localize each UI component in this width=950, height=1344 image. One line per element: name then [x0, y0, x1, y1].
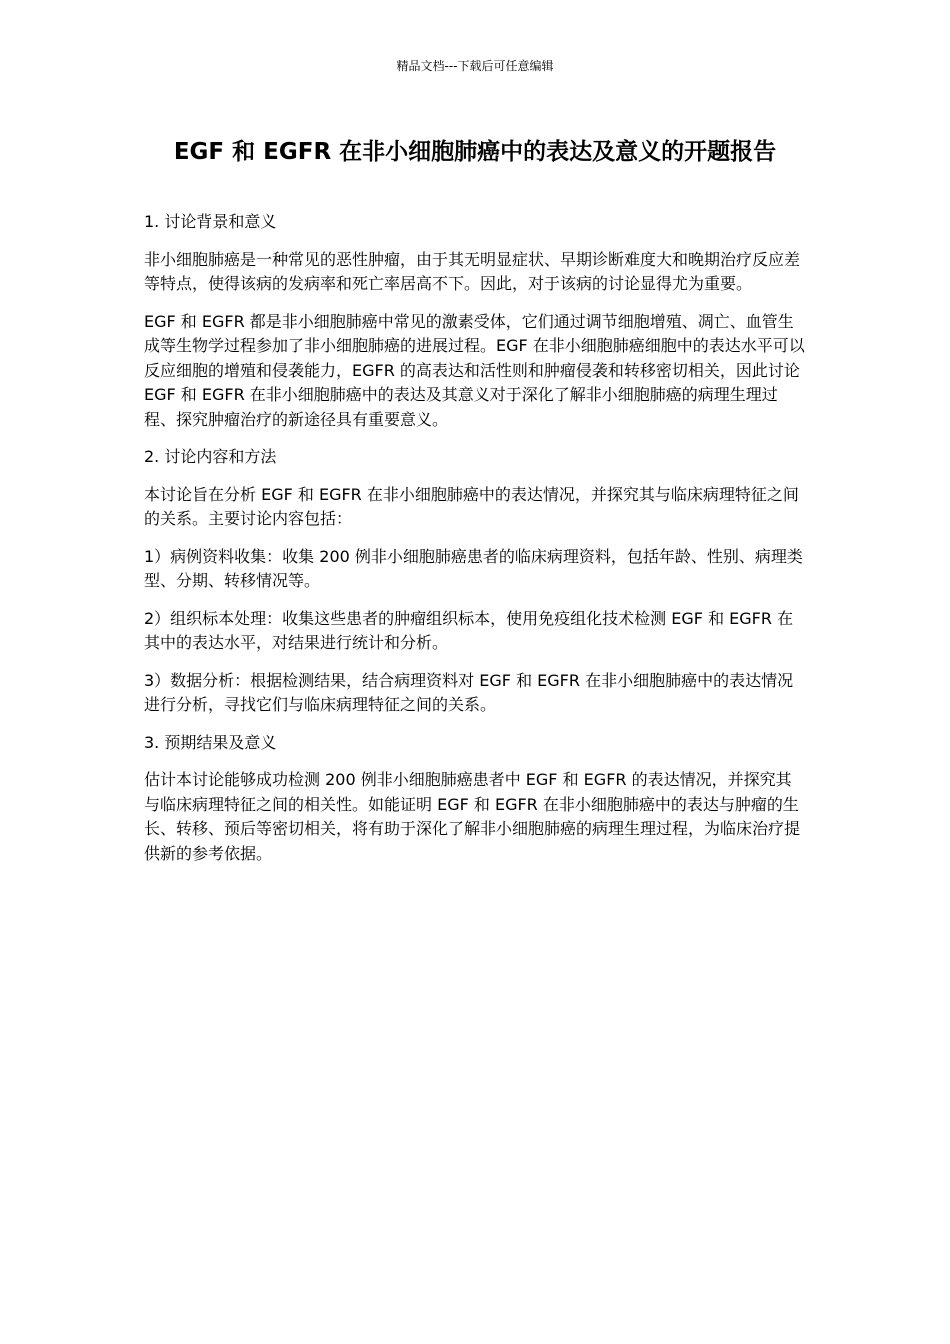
document-body [144, 210, 806, 879]
paragraph: 非小细胞肺癌是一种常见的恶性肿瘤，由于其无明显症状、早期诊断难度大和晚期治疗反应差等特点，使得该病的发病率和死亡率居高不下。因此，对于该病的讨论显得尤为重要。 [144, 249, 801, 293]
page-header: 精品文档---下载后可任意编辑 [396, 59, 554, 73]
section-heading: 2. 讨论内容和方法 [144, 447, 277, 466]
section-heading: 1. 讨论背景和意义 [144, 212, 277, 231]
list-item: 3）数据分析：根据检测结果，结合病理资料对 EGF 和 EGFR 在非小细胞肺癌中的表达情况进行分析，寻找它们与临床病理特征之间的关系。 [144, 670, 794, 714]
document-title: EGF 和 EGFR 在非小细胞肺癌中的表达及意义的开题报告 [173, 139, 777, 165]
section-heading: 3. 预期结果及意义 [144, 732, 277, 752]
list-item: 1）病例资料收集：收集 200 例非小细胞肺癌患者的临床病理资料，包括年龄、性别、病理类型、分期、转移情况等。 [144, 546, 803, 590]
paragraph: EGF 和 EGFR 都是非小细胞肺癌中常见的激素受体，它们通过调节细胞增殖、凋亡、血管生成等生物学过程参加了非小细胞肺癌的进展过程。EGF 在非小细胞肺癌细胞中的表达水平可以反应细胞的增殖和侵袭能力，EGFR 的高表达和活性则和肿瘤侵袭和转移密切相关，因此讨论 EGF 和 EGFR 在非小细胞肺癌中的表达及其意义对于深化了解非小细胞肺癌的病理生理过程、探究肿瘤治疗的新途径具有重要意义。 [144, 311, 805, 429]
paragraph: 本讨论旨在分析 EGF 和 EGFR 在非小细胞肺癌中的表达情况，并探究其与临床病理特征之间的关系。主要讨论内容包括： [144, 484, 799, 528]
list-item: 2）组织标本处理：收集这些患者的肿瘤组织标本，使用免疫组化技术检测 EGF 和 EGFR 在其中的表达水平，对结果进行统计和分析。 [144, 608, 794, 652]
paragraph: 估计本讨论能够成功检测 200 例非小细胞肺癌患者中 EGF 和 EGFR 的表达情况，并探究其与临床病理特征之间的相关性。如能证明 EGF 和 EGFR 在非小细胞肺癌中的表达与肿瘤的生长、转移、预后等密切相关，将有助于深化了解非小细胞肺癌的病理生理过程，为临床治疗提供新的参考依据。 [144, 770, 801, 863]
